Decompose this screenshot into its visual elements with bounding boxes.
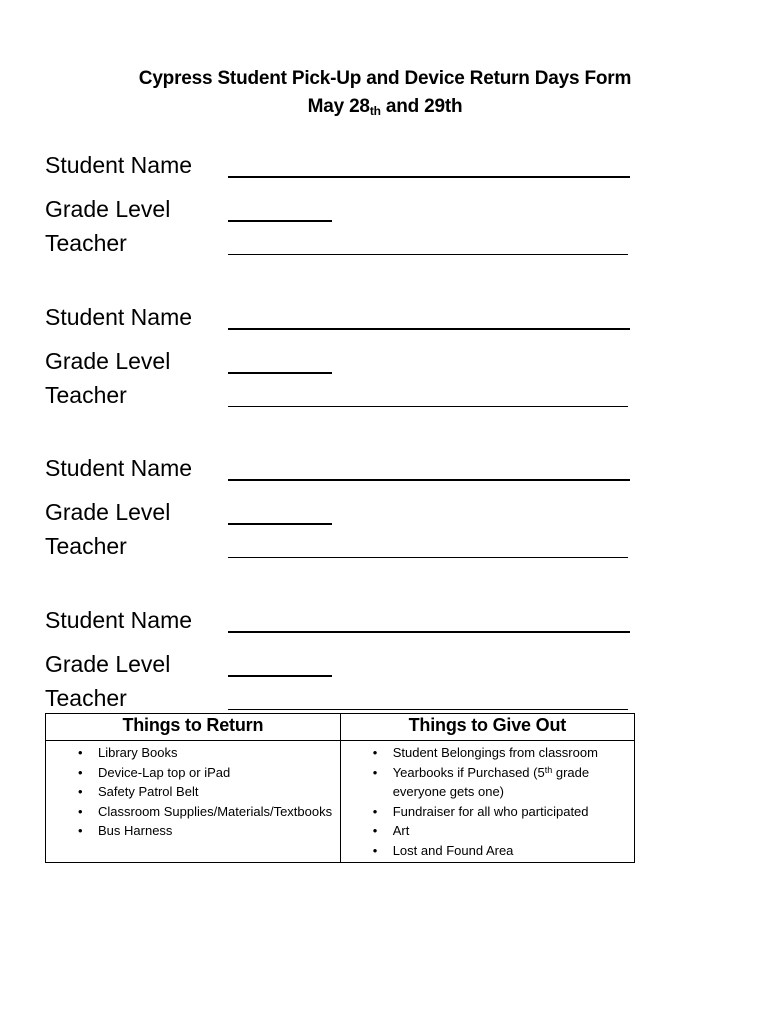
list-item: • Student Belongings from classroom bbox=[393, 743, 630, 763]
teacher-label: Teacher bbox=[45, 533, 127, 559]
list-item: • Yearbooks if Purchased (5th grade everyone gets one) bbox=[393, 763, 630, 802]
grade-level-label: Grade Level bbox=[45, 348, 171, 374]
return-list-cell bbox=[46, 741, 341, 863]
teacher-line[interactable] bbox=[228, 254, 628, 255]
student-name-line[interactable] bbox=[228, 479, 630, 481]
give-out-list bbox=[341, 743, 630, 860]
grade-level-label: Grade Level bbox=[45, 651, 171, 677]
form-dates: May $28_{th}$ and 29th bbox=[307, 96, 463, 118]
student-name-line[interactable] bbox=[228, 176, 630, 178]
list-item: • Art bbox=[393, 821, 630, 841]
teacher-label: Teacher bbox=[45, 382, 127, 408]
form-title: Cypress Student Pick-Up and Device Return Days Form bbox=[138, 68, 632, 89]
list-item: • Fundraiser for all who participated bbox=[393, 802, 630, 822]
teacher-line[interactable] bbox=[228, 709, 628, 710]
grade-level-line[interactable] bbox=[228, 372, 332, 374]
return-list bbox=[46, 743, 336, 841]
list-item: • Classroom Supplies/Materials/Textbooks bbox=[98, 802, 336, 822]
list-item: • Device-Lap top or iPad bbox=[98, 763, 336, 783]
list-item: • Safety Patrol Belt bbox=[98, 782, 336, 802]
list-item: • Bus Harness bbox=[98, 821, 336, 841]
give-out-heading: Things to Give Out bbox=[340, 714, 634, 741]
student-name-label: Student Name bbox=[45, 304, 193, 330]
grade-level-line[interactable] bbox=[228, 220, 332, 222]
grade-level-label: Grade Level bbox=[45, 196, 171, 222]
student-name-line[interactable] bbox=[228, 631, 630, 633]
teacher-line[interactable] bbox=[228, 406, 628, 407]
grade-level-label: Grade Level bbox=[45, 499, 171, 525]
grade-level-line[interactable] bbox=[228, 523, 332, 525]
student-name-label: Student Name bbox=[45, 455, 193, 481]
list-item: • Lost and Found Area bbox=[393, 841, 630, 861]
teacher-label: Teacher bbox=[45, 685, 127, 711]
items-table bbox=[45, 713, 635, 863]
student-name-label: Student Name bbox=[45, 607, 193, 633]
student-name-label: Student Name bbox=[45, 152, 193, 178]
give-out-list-cell bbox=[340, 741, 634, 863]
list-item: • Library Books bbox=[98, 743, 336, 763]
teacher-label: Teacher bbox=[45, 230, 127, 256]
student-name-line[interactable] bbox=[228, 328, 630, 330]
teacher-line[interactable] bbox=[228, 557, 628, 558]
grade-level-line[interactable] bbox=[228, 675, 332, 677]
return-heading: Things to Return bbox=[46, 714, 341, 741]
